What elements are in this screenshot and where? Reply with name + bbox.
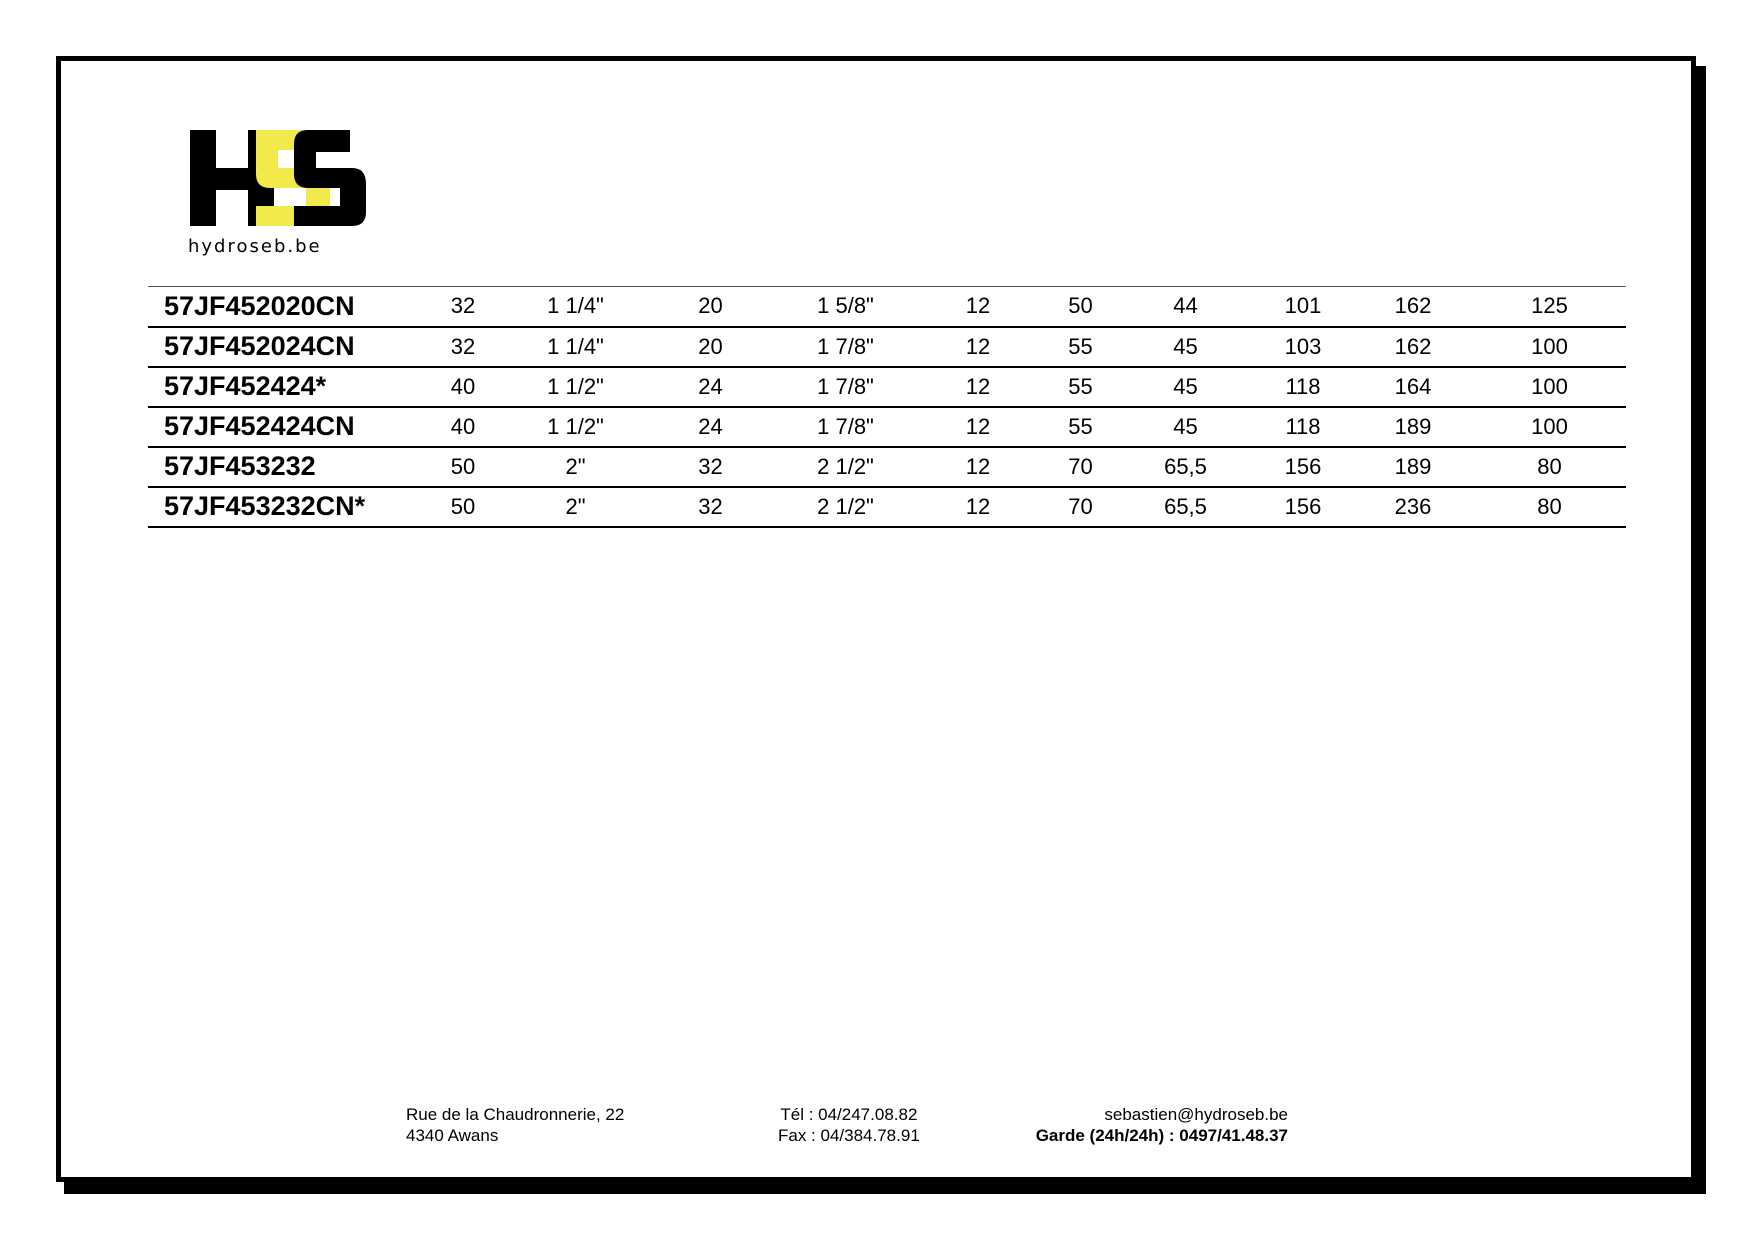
table-cell: 45 [1118, 367, 1253, 407]
table-cell: 118 [1253, 407, 1353, 447]
table-cell: 24 [643, 407, 778, 447]
emergency-number: Garde (24h/24h) : 0497/41.48.37 [1035, 1126, 1288, 1145]
table-cell: 1 7/8" [778, 407, 913, 447]
table-cell: 50 [418, 487, 508, 527]
address-line-2: 4340 Awans [406, 1126, 499, 1145]
table-cell: 32 [418, 287, 508, 327]
table-cell: 1 7/8" [778, 327, 913, 367]
table-cell: 164 [1353, 367, 1473, 407]
table-cell: 101 [1253, 287, 1353, 327]
table-cell: 20 [643, 287, 778, 327]
table-row [148, 327, 1626, 367]
table-cell: 162 [1353, 327, 1473, 367]
part-reference: 57JF453232 [148, 447, 418, 487]
table-cell: 70 [1043, 447, 1118, 487]
table-cell: 1 1/4" [508, 327, 643, 367]
footer-contact [1010, 1104, 1288, 1146]
table-cell: 32 [418, 327, 508, 367]
part-reference: 57JF452424CN [148, 407, 418, 447]
table-row [148, 367, 1626, 407]
table-cell: 55 [1043, 367, 1118, 407]
table-cell: 162 [1353, 287, 1473, 327]
table-cell: 100 [1473, 407, 1626, 447]
table-cell: 50 [418, 447, 508, 487]
table-cell: 44 [1118, 287, 1253, 327]
part-reference: 57JF452424* [148, 367, 418, 407]
phone-number: Tél : 04/247.08.82 [780, 1105, 918, 1124]
part-reference: 57JF453232CN* [148, 487, 418, 527]
table-row [148, 287, 1626, 327]
hs-logo-mark [190, 130, 370, 230]
table-cell: 1 7/8" [778, 367, 913, 407]
address-line-1: Rue de la Chaudronnerie, 22 [406, 1105, 625, 1124]
table-cell: 40 [418, 367, 508, 407]
fax-number: Fax : 04/384.78.91 [778, 1126, 920, 1145]
table-cell: 156 [1253, 487, 1353, 527]
table-cell: 12 [913, 367, 1043, 407]
table-row [148, 487, 1626, 527]
table-cell: 125 [1473, 287, 1626, 327]
table-cell: 12 [913, 487, 1043, 527]
table-cell: 50 [1043, 287, 1118, 327]
table-row [148, 447, 1626, 487]
table-cell: 12 [913, 407, 1043, 447]
table-cell: 32 [643, 447, 778, 487]
part-reference: 57JF452024CN [148, 327, 418, 367]
table-cell: 103 [1253, 327, 1353, 367]
table-cell: 1 1/2" [508, 367, 643, 407]
table-cell: 80 [1473, 487, 1626, 527]
table-cell: 1 5/8" [778, 287, 913, 327]
table-cell: 40 [418, 407, 508, 447]
email-link[interactable]: sebastien@hydroseb.be [1104, 1105, 1288, 1124]
table-cell: 2" [508, 487, 643, 527]
table-cell: 55 [1043, 407, 1118, 447]
table-cell: 100 [1473, 367, 1626, 407]
table-cell: 12 [913, 287, 1043, 327]
table-cell: 189 [1353, 407, 1473, 447]
table-cell: 100 [1473, 327, 1626, 367]
parts-table [148, 286, 1626, 528]
part-reference: 57JF452020CN [148, 287, 418, 327]
table-cell: 1 1/2" [508, 407, 643, 447]
table-cell: 236 [1353, 487, 1473, 527]
table-cell: 65,5 [1118, 487, 1253, 527]
table-cell: 70 [1043, 487, 1118, 527]
table-cell: 32 [643, 487, 778, 527]
table-cell: 24 [643, 367, 778, 407]
table-cell: 2 1/2" [778, 447, 913, 487]
table-cell: 156 [1253, 447, 1353, 487]
table-cell: 80 [1473, 447, 1626, 487]
table-cell: 2 1/2" [778, 487, 913, 527]
table-cell: 65,5 [1118, 447, 1253, 487]
logo-caption: hydroseb.be [188, 236, 322, 257]
footer-address [406, 1104, 624, 1146]
table-cell: 55 [1043, 327, 1118, 367]
table-cell: 12 [913, 447, 1043, 487]
table-row [148, 407, 1626, 447]
table-cell: 45 [1118, 327, 1253, 367]
table-cell: 20 [643, 327, 778, 367]
table-cell: 118 [1253, 367, 1353, 407]
table-cell: 189 [1353, 447, 1473, 487]
table-cell: 1 1/4" [508, 287, 643, 327]
table-cell: 2" [508, 447, 643, 487]
table-cell: 45 [1118, 407, 1253, 447]
footer-phone [778, 1104, 920, 1146]
table-cell: 12 [913, 327, 1043, 367]
